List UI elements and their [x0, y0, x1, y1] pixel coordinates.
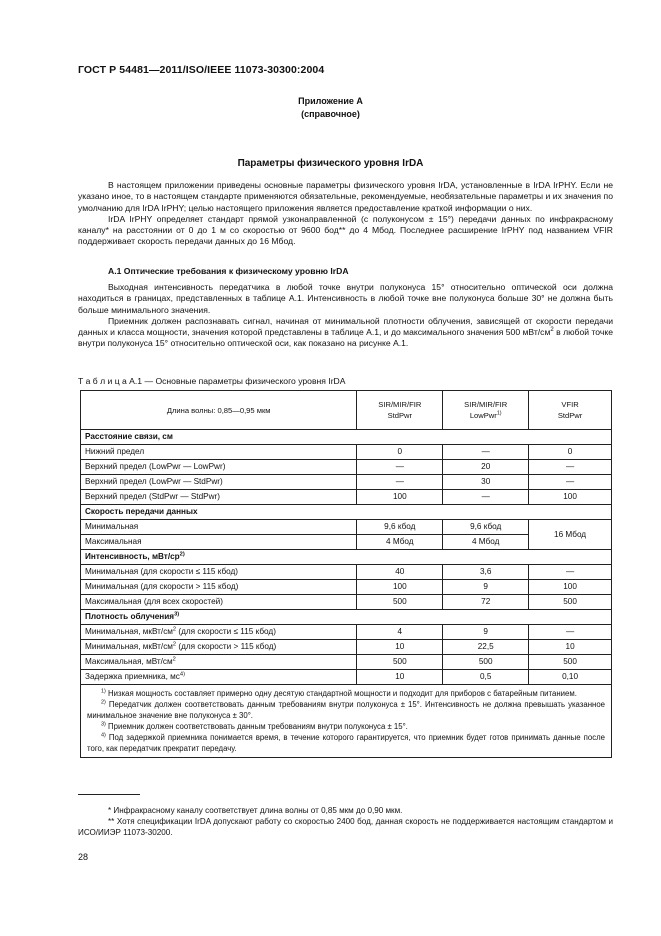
group-intensity: Интенсивность, мВт/$ср^{2)}$: [81, 550, 612, 565]
page-number: 28: [78, 852, 89, 862]
table-group-row: [81, 505, 612, 520]
group-link-distance: Расстояние связи, см: [81, 430, 612, 445]
table-row: Минимальная (для скорости ≤ 115 кбод) 40 3,6 —: [81, 565, 612, 580]
header-wavelength: Длина волны: 0,85—0,95 мкм: [81, 391, 357, 430]
table-row: Верхний предел (LowPwr — StdPwr) — 30 —: [81, 475, 612, 490]
section-a1-title: А.1 Оптические требования к физическому уровню IrDA: [108, 266, 349, 276]
table-row: Нижний предел 0 — 0: [81, 445, 612, 460]
table-header-row: [81, 391, 612, 430]
header-sir-stdpwr: SIR/MIR/FIR StdPwr: [357, 391, 443, 430]
table-row: Максимальная, мВт/$см^2$ 500 500 500: [81, 655, 612, 670]
table-notes: [81, 685, 612, 758]
table-notes-row: [81, 685, 612, 758]
footnote-2: ** Хотя спецификации IrDA допускают работу со скоростью 2400 бод, данная скорость не поддерживается настоящим стандартом и ИСО/ИИЭР 11073-30200.: [78, 817, 613, 837]
table-row: Максимальная 4 Мбод 4 Мбод: [81, 535, 612, 550]
section-a1-paragraph-2: Приемник должен распознавать сигнал, начиная от минимальной плотности облучения, зависящей от скорости передачи данных и класса мощности, значения которой представлены в таблице А.1, и до максимального значения 500 мВт/$см^2$ в любой точке внутри полуконуса 15° относительно оптической оси, как показано на рисунке А.1.: [78, 315, 613, 349]
footnotes: [78, 805, 613, 838]
table-row: Минимальная (для скорости > 115 кбод) 100 9 100: [81, 580, 612, 595]
table-group-row: [81, 430, 612, 445]
group-data-rate: Скорость передачи данных: [81, 505, 612, 520]
table-row: Задержка приемника, $мс^{4)}$ 10 0,5 0,10: [81, 670, 612, 685]
table-row: Верхний предел (LowPwr — LowPwr) — 20 —: [81, 460, 612, 475]
table-row: Минимальная, мкВт/$см^2$ (для скорости ≤ 115 кбод) 4 9 —: [81, 625, 612, 640]
section-a1-text: [78, 282, 613, 350]
annex-subtitle: (справочное): [301, 109, 360, 119]
table-row: Минимальная 9,6 кбод 9,6 кбод 16 Мбод: [81, 520, 612, 535]
intro-paragraph-1: В настоящем приложении приведены основные параметры физического уровня IrDA, установленные в IrDA IrPHY. Если не указано иное, то в настоящем стандарте применяются обязательные, рекомендуемые, необязательные параметры и их значения по умолчанию для IrDA IrPHY; целью настоящего приложения является предоставление краткой информации о них.: [78, 180, 613, 213]
table-note-2: $^{2)}$ Передатчик должен соответствовать данным требованиям внутри полуконуса ± 15°. Интенсивность не должна превышать указанное минимальное значение вне полуконуса ± 30°.: [87, 699, 605, 720]
group-irradiance: Плотность облучения$^{3)}$: [81, 610, 612, 625]
table-note-3: $^{3)}$ Приемник должен соответствовать данным требованиям внутри полуконуса ± 15°.: [101, 721, 408, 731]
annex-title: Приложение А: [298, 96, 363, 106]
footnote-1: * Инфракрасному каналу соответствует длина волны от 0,85 мкм до 0,90 мкм.: [108, 806, 403, 815]
table-row: Минимальная, мкВт/$см^2$ (для скорости > 115 кбод) 10 22,5 10: [81, 640, 612, 655]
table-row: Максимальная (для всех скоростей) 500 72 500: [81, 595, 612, 610]
table-group-row: [81, 550, 612, 565]
vfir-rate-merged-cell: 16 Мбод: [529, 520, 612, 550]
table-note-1: $^{1)}$ Низкая мощность составляет примерно одну десятую стандартной мощности и подходит для приборов с батарейным питанием.: [101, 688, 577, 698]
header-sir-lowpwr: SIR/MIR/FIR LowPwr$^{1)}$: [443, 391, 529, 430]
table-group-row: [81, 610, 612, 625]
table-caption: Т а б л и ц а А.1 — Основные параметры физического уровня IrDA: [78, 376, 346, 386]
intro-paragraph-2: IrDA IrPHY определяет стандарт прямой узконаправленной (с полуконусом ± 15°) передачи данных по инфракрасному каналу* на расстоянии от 0 до 1 м со скоростью от 9600 бод** до 4 Мбод. Последнее расширение IrPHY под названием VFIR поддерживает скорость передачи данных до 16 Мбод.: [78, 213, 613, 247]
section-a1-paragraph-1: Выходная интенсивность передатчика в любой точке внутри полуконуса 15° относительно оптической оси должна находиться в границах, представленных в таблице А.1. Интенсивность в любой точке вне полуконуса больше 30° не должна быть больше минимального значения.: [78, 282, 613, 315]
table-row: Верхний предел (StdPwr — StdPwr) 100 — 100: [81, 490, 612, 505]
intro-text: [78, 180, 613, 248]
standard-header: ГОСТ Р 54481—2011/ISO/IEEE 11073-30300:2004: [78, 64, 325, 76]
footnote-divider: [78, 794, 140, 795]
main-title: Параметры физического уровня IrDA: [237, 158, 424, 169]
table-note-4: $^{4)}$ Под задержкой приемника понимается время, в течение которого гарантируется, что приемник будет готов принимать данные после того, как передатчик прекратит передачу.: [87, 732, 605, 753]
header-vfir-stdpwr: VFIR StdPwr: [529, 391, 612, 430]
irda-parameters-table: [80, 390, 612, 758]
